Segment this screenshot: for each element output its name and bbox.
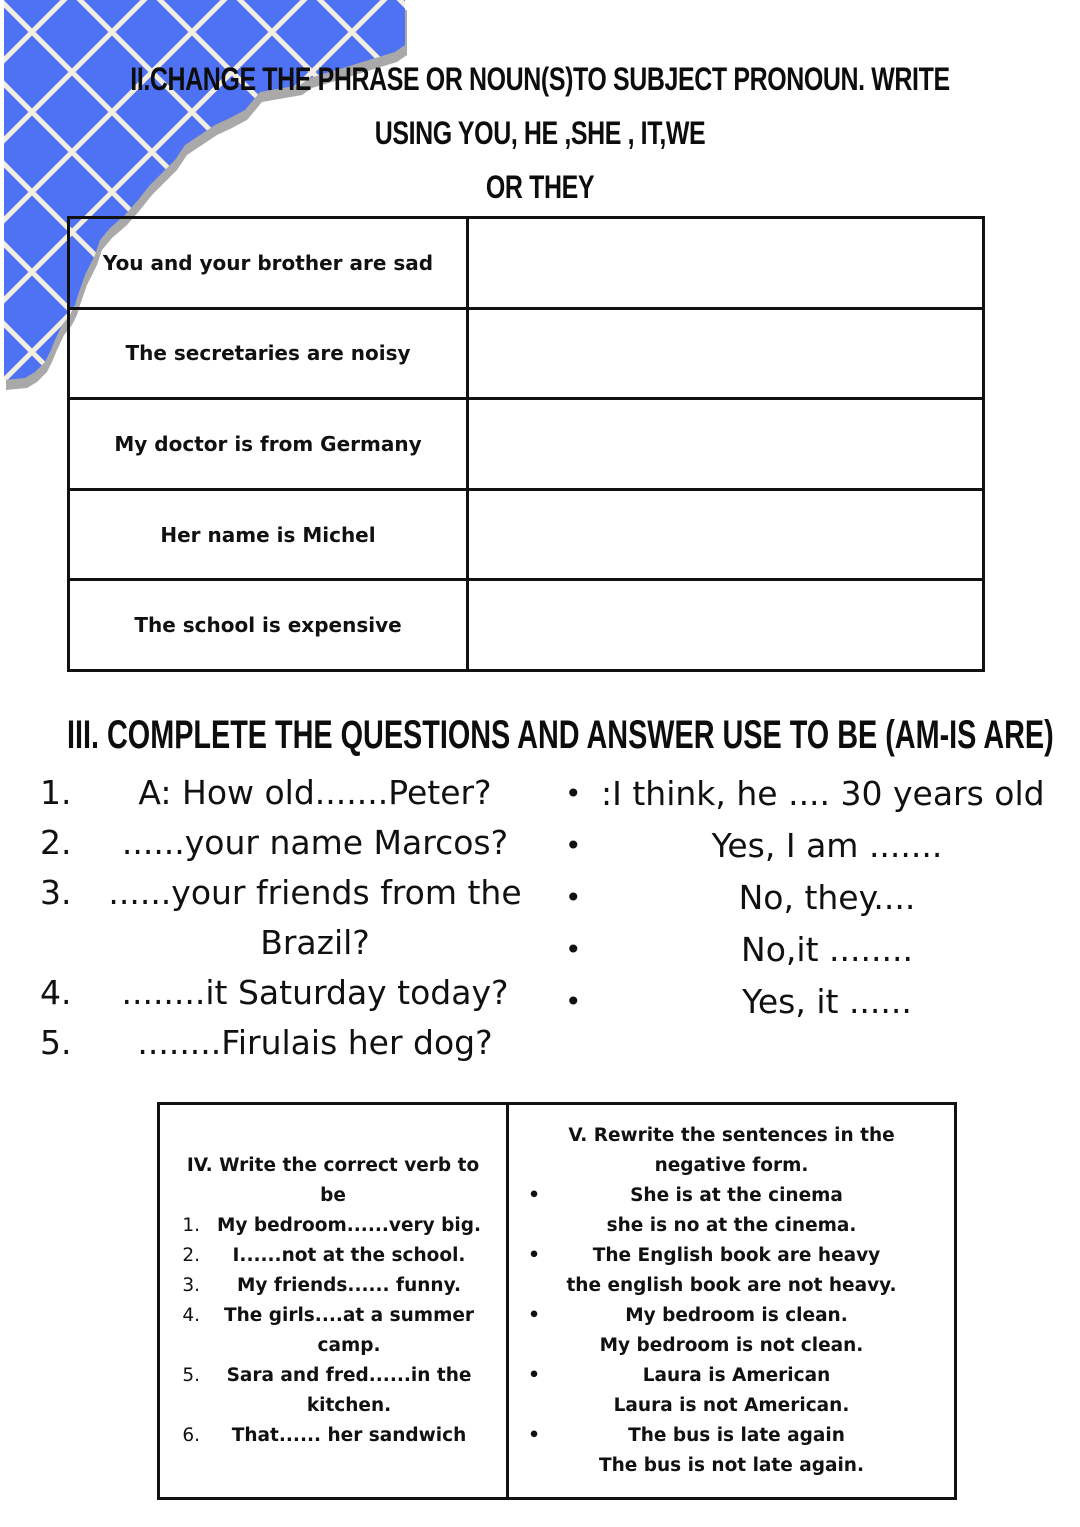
bullet-icon: •	[565, 881, 582, 914]
item-number: 5.	[182, 1365, 200, 1386]
item-text: I......not at the school.	[232, 1245, 466, 1266]
answer-text: Yes, I am .......	[711, 826, 943, 865]
question-item	[40, 1018, 530, 1068]
sentence-item	[509, 1241, 954, 1271]
exercise-item	[160, 1361, 506, 1391]
exercise-item	[160, 1241, 506, 1271]
negative-answer: The bus is not late again.	[598, 1455, 864, 1476]
phrase-cell: Her name is Michel	[69, 489, 468, 580]
sentence-text: She is at the cinema	[630, 1185, 843, 1206]
question-text: A: How old.......Peter?	[138, 773, 492, 812]
answer-text: :I think, he .... 30 years old	[601, 774, 1045, 813]
question-number: 1.	[40, 773, 72, 812]
bullet-icon: •	[528, 1425, 540, 1446]
table-row	[69, 308, 984, 399]
item-number: 6.	[182, 1425, 200, 1446]
section-4-title-line-1: IV. Write the correct verb to	[186, 1155, 480, 1176]
question-number: 3.	[40, 873, 72, 912]
phrase-cell: The school is expensive	[69, 580, 468, 671]
answers-list	[565, 768, 1065, 1028]
section-5-title-line-1: V. Rewrite the sentences in the	[568, 1125, 895, 1146]
question-item	[40, 768, 530, 818]
section-5-box	[506, 1102, 957, 1500]
question-text: ........Firulais her dog?	[137, 1023, 493, 1062]
pronoun-table	[67, 216, 985, 672]
exercise-item-continuation	[160, 1391, 506, 1421]
section-2-title-line-1: II.CHANGE THE PHRASE OR NOUN(S)TO SUBJECT PRONOUN. WRITE USING YOU, HE ,SHE , IT,WE	[130, 61, 950, 151]
sentence-text: My bedroom is clean.	[625, 1305, 848, 1326]
section-2-title-line-2: OR THEY	[485, 169, 595, 205]
exercise-item	[160, 1271, 506, 1301]
answer-item	[565, 924, 1065, 976]
answer-text: No,it ........	[741, 930, 913, 969]
exercise-item	[160, 1421, 506, 1451]
table-row	[69, 399, 984, 490]
sentence-item	[509, 1181, 954, 1211]
section-5-title-line-2: negative form.	[654, 1155, 809, 1176]
bullet-icon: •	[565, 777, 582, 810]
table-row	[69, 218, 984, 309]
answer-cell[interactable]	[468, 308, 984, 399]
bullet-icon: •	[565, 829, 582, 862]
item-continuation: kitchen.	[306, 1395, 392, 1416]
item-number: 2.	[182, 1245, 200, 1266]
sentence-item	[509, 1301, 954, 1331]
exercise-item-continuation	[160, 1331, 506, 1361]
phrase-cell: You and your brother are sad	[69, 218, 468, 309]
question-item	[40, 968, 530, 1018]
bullet-icon: •	[528, 1245, 540, 1266]
answer-item	[565, 820, 1065, 872]
item-text: Sara and fred......in the	[226, 1365, 472, 1386]
answer-cell[interactable]	[468, 489, 984, 580]
question-item	[40, 868, 530, 918]
answer-item	[565, 872, 1065, 924]
section-3-title: III. COMPLETE THE QUESTIONS AND ANSWER USE TO BE (AM-IS ARE)	[67, 713, 1054, 757]
negative-answer: the english book are not heavy.	[566, 1275, 897, 1296]
phrase-cell: The secretaries are noisy	[69, 308, 468, 399]
item-text: That...... her sandwich	[231, 1425, 467, 1446]
answer-cell[interactable]	[468, 580, 984, 671]
exercise-item	[160, 1211, 506, 1241]
sentence-text: Laura is American	[642, 1365, 831, 1386]
bullet-icon: •	[528, 1365, 540, 1386]
question-text: ......your name Marcos?	[121, 823, 509, 862]
question-continuation: Brazil?	[260, 923, 370, 962]
question-text: ......your friends from the	[108, 873, 522, 912]
bullet-icon: •	[565, 985, 582, 1018]
answer-text: Yes, it ......	[742, 982, 912, 1021]
section-2-title	[119, 52, 961, 214]
questions-list	[40, 768, 530, 1068]
item-number: 3.	[182, 1275, 200, 1296]
question-number: 2.	[40, 823, 72, 862]
question-item	[40, 818, 530, 868]
answer-item	[565, 768, 1065, 820]
sentence-text: The bus is late again	[628, 1425, 845, 1446]
negative-answer: Laura is not American.	[613, 1395, 850, 1416]
table-row	[69, 489, 984, 580]
phrase-cell: My doctor is from Germany	[69, 399, 468, 490]
question-number: 4.	[40, 973, 72, 1012]
item-number: 1.	[182, 1215, 200, 1236]
bullet-icon: •	[565, 933, 582, 966]
item-text: My friends...... funny.	[237, 1275, 461, 1296]
section-4-box	[157, 1102, 509, 1500]
answer-text: No, they....	[738, 878, 916, 917]
section-4-title-line-2: be	[320, 1185, 346, 1206]
sentence-item	[509, 1361, 954, 1391]
item-number: 4.	[182, 1305, 200, 1326]
question-number: 5.	[40, 1023, 72, 1062]
exercise-item	[160, 1301, 506, 1331]
table-row	[69, 580, 984, 671]
answer-cell[interactable]	[468, 399, 984, 490]
answer-item	[565, 976, 1065, 1028]
sentence-item	[509, 1421, 954, 1451]
negative-answer: she is no at the cinema.	[606, 1215, 857, 1236]
answer-cell[interactable]	[468, 218, 984, 309]
item-text: The girls....at a summer	[223, 1305, 475, 1326]
item-text: My bedroom......very big.	[216, 1215, 481, 1236]
question-text: ........it Saturday today?	[121, 973, 509, 1012]
negative-answer: My bedroom is not clean.	[599, 1335, 864, 1356]
bullet-icon: •	[528, 1305, 540, 1326]
item-continuation: camp.	[317, 1335, 381, 1356]
bullet-icon: •	[528, 1185, 540, 1206]
sentence-text: The English book are heavy	[592, 1245, 881, 1266]
